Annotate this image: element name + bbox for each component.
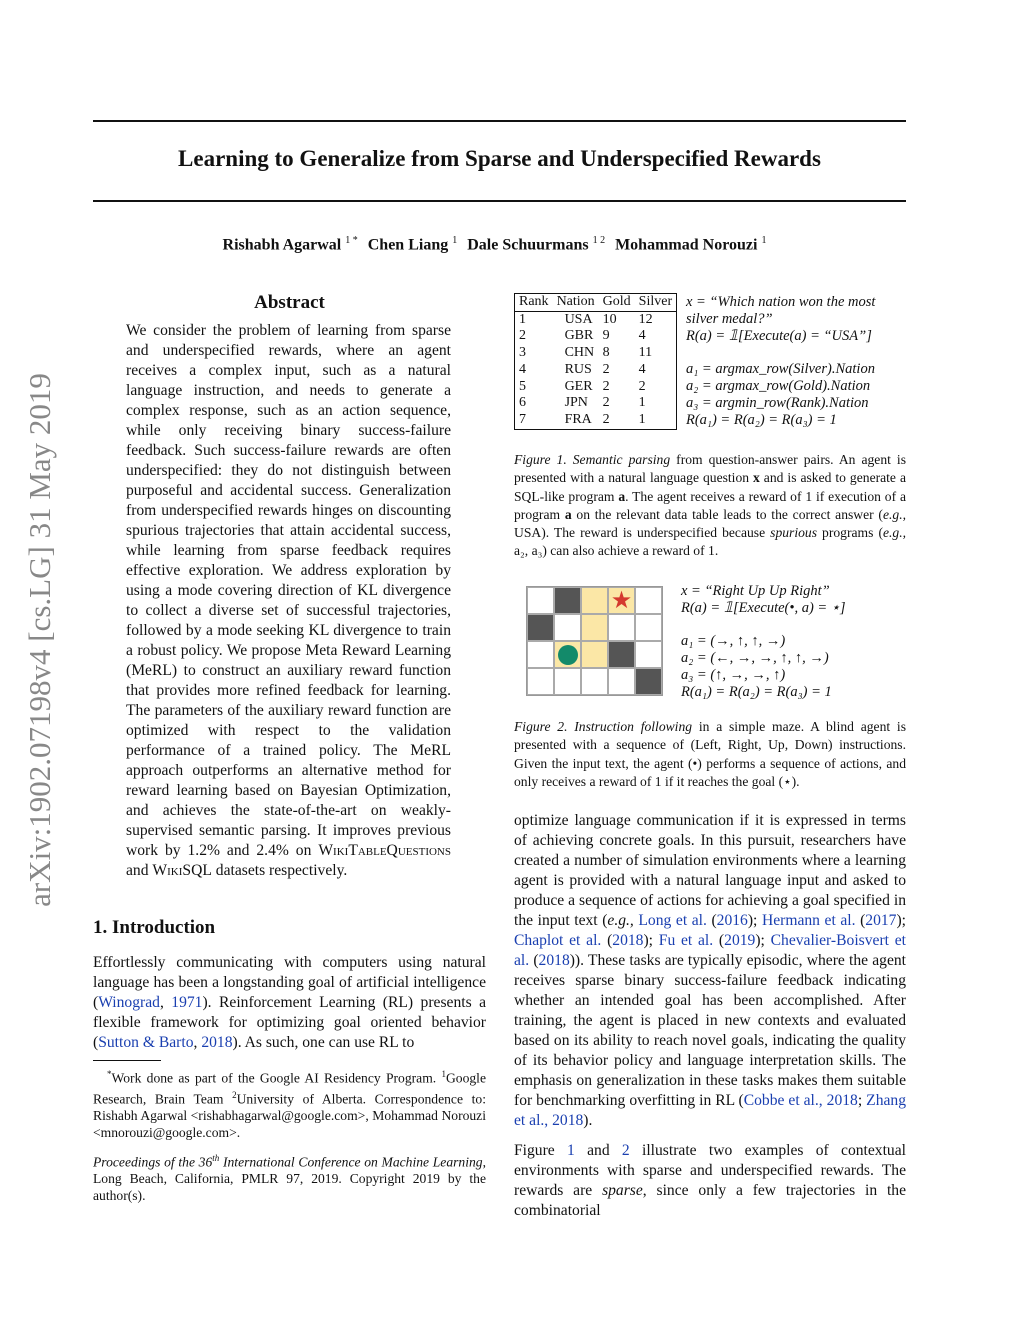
citation-link[interactable]: Winograd [98, 994, 160, 1011]
proceedings-note [93, 1150, 486, 1204]
citation-link[interactable]: 1 [567, 1142, 575, 1159]
citation-link[interactable]: 2018 [201, 1034, 233, 1051]
text-segment: 1 [441, 1069, 446, 1079]
text-segment: and is asked to generate a SQL-like program [514, 470, 906, 504]
text-segment: datasets respectively. [211, 862, 348, 879]
text-segment: International Conference on Machine Learning [219, 1154, 483, 1170]
citation-link[interactable]: Sutton & Barto [98, 1034, 194, 1051]
text-segment: Work done as part of the Google AI Residency Program. [111, 1070, 442, 1086]
maze-empty-cell [527, 587, 554, 614]
maze-empty-cell [635, 614, 662, 641]
table-cell: 7 [519, 411, 526, 427]
table-row [515, 362, 677, 379]
author-list [93, 235, 906, 254]
right-body-paragraph-2 [514, 1141, 906, 1221]
maze-empty-cell [608, 614, 635, 641]
table-cell: 11 [638, 345, 653, 361]
citation-link[interactable]: 2018 [538, 952, 570, 969]
table-cell: 2 [602, 411, 610, 427]
text-segment: Figure [514, 1142, 568, 1159]
equation-line: a₁ = argmax_row(Silver).Nation [686, 361, 875, 378]
equation-line: a₁ = (→, ↑, ↑, →) [681, 633, 786, 650]
author-affiliation: 1 * [345, 235, 358, 246]
citation-link[interactable]: 1971 [171, 994, 203, 1011]
table-cell: 12 [638, 311, 653, 327]
text-segment: University of Alberta. Correspondence to: Rishabh Agarwal <rishabhagarwal@google.com>, Mohammad Norouzi <mnorouzi@google.com>. [93, 1091, 486, 1140]
table-cell: CHN [564, 345, 595, 361]
footnote-rule [93, 1060, 161, 1061]
text-segment: ; [857, 1092, 867, 1109]
text-segment: ( [713, 932, 725, 949]
text-segment: in a simple maze. A blind agent is presented with a sequence of (Left, Right, Up, Down) instructions. Given the input text, the agent (•) performs a sequence of actions, and only receives a reward of 1 if it reaches the goal (⋆). [514, 719, 906, 789]
citation-link[interactable]: Fu et al. [658, 932, 714, 949]
text-segment: WikiTableQuestions [318, 842, 451, 859]
maze-path-cell [581, 587, 608, 614]
citation-link[interactable]: Cobbe et al., 2018 [743, 1092, 858, 1109]
text-segment: optimize language communication if it is expressed in terms of achieving concrete goals. In this pursuit, researchers have created a number of simulation environments where a learning agent is provided with a natural language input and asked to produce a sequence of actions for achieving a goal specified in the input text ( [514, 812, 906, 929]
equation-line: R(a) = 𝟙[Execute(a) = “USA”] [686, 327, 872, 344]
text-segment: ); [755, 932, 771, 949]
table-cell: 4 [638, 361, 646, 377]
table-cell: 2 [602, 395, 610, 411]
text-segment: Figure 2. Instruction following [514, 719, 693, 734]
table-header-cell: Silver [635, 294, 677, 312]
citation-link[interactable]: 2017 [865, 912, 897, 929]
text-segment: ( [601, 932, 613, 949]
text-segment: a [618, 488, 626, 504]
text-segment: programs ( [817, 525, 883, 541]
maze-wall-cell [608, 641, 635, 668]
table-cell: 2 [602, 378, 610, 394]
equation-line [686, 344, 875, 361]
table-row [515, 412, 677, 429]
arxiv-identifier: arXiv:1902.07198v4 [cs.LG] 31 May 2019 [22, 373, 57, 907]
table-cell: RUS [564, 361, 592, 377]
table-cell: GER [564, 378, 593, 394]
text-segment: Figure 1. Semantic parsing [514, 452, 671, 467]
text-segment: and [574, 1142, 622, 1159]
maze-empty-cell [554, 614, 581, 641]
table-row [515, 345, 677, 362]
text-segment: USA). The reward is underspecified because [514, 525, 771, 541]
table-cell: 3 [519, 345, 526, 361]
text-segment: We consider the problem of learning from sparse and underspecified rewards, where an agent receives a complex input, such as a natural language instruction, and needs to generate a complex response, such as an action sequence, while only receiving binary success-failure feedback. Such success-failure rewards are often underspecified: they do not distinguish between purposeful and accidental success. Generalization from underspecified rewards hinges on discounting spurious trajectories that attain accidental success, while learning from sparse feedback requires effective exploration. We address exploration by using a mode covering direction of KL divergence to collect a diverse set of successful trajectories, followed by a mode seeking KL divergence to train a robust policy. We propose Meta Reward Learning (MeRL) to construct an auxiliary reward function that provides more refined feedback for learning. The parameters of the auxiliary reward function are optimized with respect to the validation performance of a trained policy. The MeRL approach outperforms an alternative method for reward learning based on Bayesian Optimization, and achieves the state-of-the-art on weakly-supervised semantic parsing. It improves previous work by 1.2% and 2.4% on [126, 322, 451, 859]
text-segment: sparse [602, 1182, 643, 1199]
author-name: Chen Liang [367, 236, 453, 254]
text-segment: ( [529, 952, 539, 969]
table-cell: 4 [519, 361, 526, 377]
citation-link[interactable]: 2 [621, 1142, 630, 1159]
introduction-paragraph [93, 953, 486, 1053]
author-name: Rishabh Agarwal [222, 236, 346, 254]
equation-line: R(a₁) = R(a₂) = R(a₃) = 1 [681, 683, 832, 700]
equation-line [681, 617, 846, 634]
title-rule-bottom [93, 200, 906, 202]
right-body-paragraph-1 [514, 811, 906, 1131]
maze-wall-cell [527, 614, 554, 641]
author-name: Mohammad Norouzi [615, 236, 762, 254]
equation-line: a₃ = argmin_row(Rank).Nation [686, 394, 869, 411]
text-segment: from question-answer pairs. An agent is presented with a natural language question [514, 452, 906, 486]
citation-link[interactable]: 2018 [612, 932, 644, 949]
citation-link[interactable]: Chaplot et al. [514, 932, 602, 949]
text-segment: Google Research, Brain Team [93, 1070, 486, 1107]
table-row [515, 311, 677, 328]
maze-path-cell [581, 614, 608, 641]
text-segment: , Long Beach, California, PMLR 97, 2019. Copyright 2019 by the author(s). [93, 1154, 486, 1203]
maze-path-cell [581, 641, 608, 668]
maze-empty-cell [608, 668, 635, 695]
table-cell: 9 [602, 328, 610, 344]
citation-link[interactable]: Zhang et al., 2018 [514, 1092, 907, 1129]
abstract-heading: Abstract [254, 292, 325, 313]
table-cell: USA [564, 311, 593, 327]
table-cell: 2 [638, 378, 646, 394]
figure1-equations [686, 294, 875, 428]
citation-link[interactable]: 2016 [716, 912, 748, 929]
equation-line: R(a₁) = R(a₂) = R(a₃) = 1 [686, 411, 837, 428]
text-segment: e.g., [607, 912, 634, 929]
table-row [515, 328, 677, 345]
text-segment: Effortlessly communicating with computers using natural language has been a longstanding goal of artificial intelligence ( [93, 954, 486, 1011]
table-cell: 2 [602, 361, 610, 377]
maze-empty-cell [527, 668, 554, 695]
equation-line: x = “Which nation won the most [686, 294, 876, 310]
text-segment: a [564, 506, 572, 522]
table-header-cell: Gold [599, 294, 635, 312]
text-segment: th [212, 1153, 220, 1163]
text-segment: x [753, 470, 760, 486]
equation-line: a₃ = (↑, →, →, ↑) [681, 666, 786, 683]
paper-title: Learning to Generalize from Sparse and Underspecified Rewards [178, 146, 821, 171]
text-segment: and [126, 862, 153, 879]
maze-empty-cell [554, 668, 581, 695]
table-cell: 4 [638, 328, 646, 344]
text-segment: , since only a few trajectories in the combinatorial [514, 1182, 907, 1219]
table-cell: 8 [602, 345, 610, 361]
abstract-text [126, 321, 451, 881]
table-cell: 6 [519, 395, 526, 411]
author-name: Dale Schuurmans [467, 236, 593, 254]
text-segment: illustrate two examples of contextual environments with sparse and underspecified rewards. The rewards are [514, 1142, 906, 1199]
table-cell: 2 [519, 328, 526, 344]
text-segment: spurious [770, 525, 817, 541]
table-header-cell: Rank [515, 294, 553, 312]
figure2-caption [514, 718, 906, 791]
text-segment: ( [855, 912, 866, 929]
author-affiliation: 1 [452, 235, 458, 246]
table-row [515, 395, 677, 412]
equation-line: x = “Right Up Up Right” [681, 583, 830, 599]
table-header-row [515, 294, 677, 312]
text-segment: e.g., [882, 525, 907, 541]
text-segment: ); [896, 912, 906, 929]
equation-line: R(a) = 𝟙[Execute(•, a) = ⋆] [681, 599, 846, 616]
text-segment: ( [706, 912, 717, 929]
figure2-equations [681, 583, 846, 701]
maze-wall-cell [554, 587, 581, 614]
maze-empty-cell [635, 587, 662, 614]
table-cell: 10 [602, 311, 617, 327]
text-segment: e.g., [882, 506, 906, 522]
maze-empty-cell [635, 641, 662, 668]
text-segment: 2 [232, 1090, 237, 1101]
footnotes [93, 1066, 486, 1141]
table-cell: 5 [519, 378, 526, 394]
table-header-cell: Nation [553, 294, 599, 312]
goal-star-icon: ★ [610, 587, 633, 614]
agent-circle-icon [558, 645, 578, 665]
citation-link[interactable]: Long et al. [638, 912, 707, 929]
text-segment: a₂, a₃) can also achieve a reward of 1. [514, 543, 719, 559]
text-segment: ). As such, one can use RL to [232, 1034, 415, 1051]
text-segment: . The agent receives a reward of 1 if execution of a program [514, 488, 906, 522]
text-segment: , [159, 994, 172, 1011]
table-row [515, 379, 677, 396]
text-segment: ); [747, 912, 762, 929]
equation-line: silver medal?” [686, 310, 773, 327]
text-segment: )). These tasks are typically episodic, where the agent receives sparse binary success-failure feedback indicating whether an intended goal has been accomplished. After training, the agent is placed in new contexts and evaluated based on its ability to reach novel goals, indicating the quality of its behavior policy and language interpretation skills. The emphasis on generalization in these tasks makes them suitable for benchmarking overfitting in RL ( [514, 952, 906, 1109]
maze-empty-cell [581, 668, 608, 695]
text-segment: ). [583, 1112, 593, 1129]
table-cell: 1 [638, 395, 646, 411]
maze-path-cell [608, 587, 635, 614]
text-segment: ); [643, 932, 659, 949]
text-segment: WikiSQL [152, 862, 212, 879]
figure2-maze [526, 586, 663, 696]
citation-link[interactable]: Hermann et al. [761, 912, 856, 929]
introduction-heading: 1. Introduction [93, 917, 216, 938]
maze-empty-cell [527, 641, 554, 668]
text-segment: ). Reinforcement Learning (RL) presents a flexible framework for optimizing goal oriented behavior ( [93, 994, 487, 1051]
table-cell: GBR [564, 328, 594, 344]
text-segment: Proceedings of the 36 [93, 1154, 213, 1170]
maze-path-cell [554, 641, 581, 668]
citation-link[interactable]: Chevalier-Boisvert et al. [514, 932, 906, 969]
table-cell: 1 [638, 411, 646, 427]
equation-line: a₂ = argmax_row(Gold).Nation [686, 377, 871, 394]
table-cell: FRA [564, 411, 592, 427]
table-cell: JPN [564, 395, 588, 411]
title-rule-top [93, 120, 906, 122]
text-segment: on the relevant data table leads to the correct answer ( [571, 506, 883, 522]
figure1-table [514, 293, 677, 430]
text-segment: * [107, 1069, 112, 1079]
author-affiliation: 1 2 [592, 235, 606, 246]
maze-wall-cell [635, 668, 662, 695]
citation-link[interactable]: 2019 [724, 932, 756, 949]
text-segment: , [193, 1034, 202, 1051]
table-cell: 1 [519, 311, 526, 327]
equation-line: a₂ = (←, →, →, ↑, ↑, →) [681, 650, 829, 667]
author-affiliation: 1 [761, 235, 767, 246]
figure1-caption [514, 451, 906, 561]
